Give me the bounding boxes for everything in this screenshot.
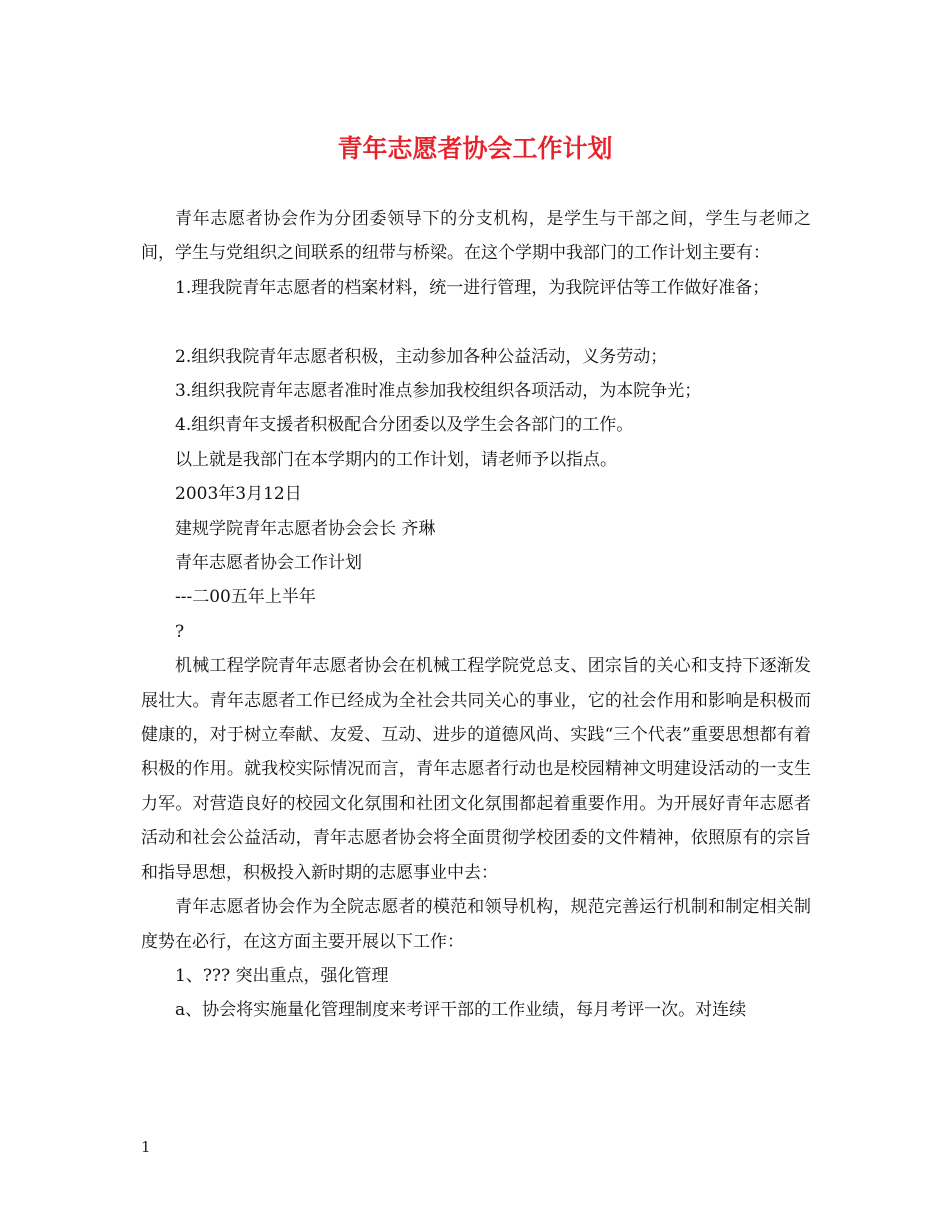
document-body	[141, 202, 811, 1028]
document-title: 青年志愿者协会工作计划	[337, 134, 613, 163]
closing-line: 以上就是我部门在本学期内的工作计划，请老师予以指点。	[175, 449, 617, 470]
signature-line: 建规学院青年志愿者协会会长 齐琳	[175, 518, 436, 539]
question-line: ?	[175, 621, 185, 642]
page-number: 1	[141, 1138, 151, 1156]
period-line: ---二00五年上半年	[175, 587, 316, 608]
subtitle-line: 青年志愿者协会工作计划	[175, 553, 362, 574]
paragraph-structure: 青年志愿者协会作为全院志愿者的模范和领导机构，规范完善运行机制和制定相关制度势在必行，在这方面主要开展以下工作：	[141, 897, 811, 952]
blank-line	[141, 305, 811, 339]
section-heading-1: 1、??? 突出重点，强化管理	[175, 965, 389, 986]
paragraph-background: 机械工程学院青年志愿者协会在机械工程学院党总支、团宗旨的关心和支持下逐渐发展壮大。青年志愿者工作已经成为全社会共同关心的事业，它的社会作用和影响是积极而健康的，对于树立奉献、友爱、互动、进步的道德风尚、实践“三个代表”重要思想都有着积极的作用。就我校实际情况而言，青年志愿者行动也是校园精神文明建设活动的一支生力军。对营造良好的校园文化氛围和社团文化氛围都起着重要作用。为开展好青年志愿者活动和社会公益活动，青年志愿者协会将全面贯彻学校团委的文件精神，依照原有的宗旨和指导思想，积极投入新时期的志愿事业中去：	[141, 656, 811, 883]
list-item-3: 3.组织我院青年志愿者准时准点参加我校组织各项活动，为本院争光；	[175, 381, 702, 402]
paragraph-intro: 青年志愿者协会作为分团委领导下的分支机构，是学生与干部之间，学生与老师之间，学生与党组织之间联系的纽带与桥梁。在这个学期中我部门的工作计划主要有：	[141, 209, 811, 264]
date-line: 2003年3月12日	[175, 484, 302, 505]
list-item-4: 4.组织青年支援者积极配合分团委以及学生会各部门的工作。	[175, 415, 634, 436]
list-item-2: 2.组织我院青年志愿者积极，主动参加各种公益活动，义务劳动；	[175, 346, 668, 367]
paragraph-item-a: a、协会将实施量化管理制度来考评干部的工作业绩，每月考评一次。对连续	[175, 1000, 747, 1021]
list-item-1: 1.理我院青年志愿者的档案材料，统一进行管理，为我院评估等工作做好准备；	[175, 277, 770, 298]
